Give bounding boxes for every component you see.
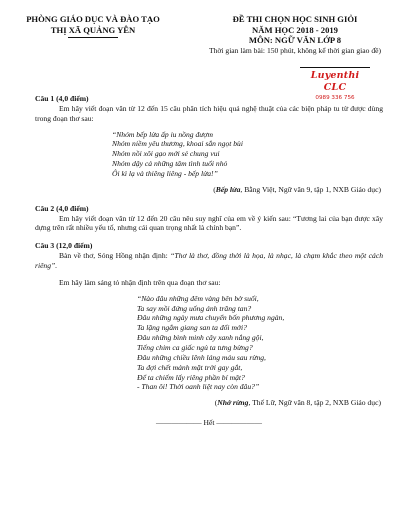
question-3-poem bbox=[137, 294, 383, 393]
town-name: THỊ XÃ QUẢNG YÊN bbox=[50, 24, 136, 35]
question-1-poem bbox=[112, 130, 383, 179]
citation-source: , Bằng Việt, Ngữ văn 9, tập 1, NXB Giáo dục) bbox=[240, 184, 381, 194]
logo-brand: Luyenthi CLC bbox=[300, 67, 370, 95]
poem-line: “Nhóm bếp lửa ấp iu nồng đượm bbox=[112, 129, 213, 139]
question-3-text: Em hãy làm sáng tỏ nhận định trên qua đoạn thơ sau: bbox=[59, 277, 221, 287]
citation-title: Bếp lửa bbox=[215, 184, 241, 194]
citation-source: , Thế Lữ, Ngữ văn 8, tập 2, NXB Giáo dục) bbox=[248, 398, 381, 408]
header-underline bbox=[68, 37, 118, 38]
question-3-intro-text: Bàn về thơ, Sóng Hồng nhận định: bbox=[59, 251, 168, 261]
question-1-heading: Câu 1 (4,0 điểm) bbox=[35, 94, 89, 103]
poem-line: Ta lặng ngắm giang san ta đổi mới? bbox=[137, 323, 247, 333]
question-1-citation: (Bếp lửa, Bằng Việt, Ngữ văn 9, tập 1, NXB Giáo dục) bbox=[213, 184, 381, 194]
exam-body bbox=[35, 94, 383, 428]
department-header bbox=[18, 14, 168, 38]
poem-line: Tiếng chim ca giấc ngủ ta tưng bừng? bbox=[137, 343, 253, 353]
poem-line: Để ta chiếm lấy riêng phần bí mật? bbox=[137, 372, 245, 382]
poem-line: Ôi kì lạ và thiêng liêng - bếp lửa!” bbox=[112, 169, 218, 179]
poem-line: Nhóm dậy cả những tâm tình tuổi nhỏ bbox=[112, 159, 228, 169]
department-name: PHÒNG GIÁO DỤC VÀ ĐÀO TẠO bbox=[26, 14, 160, 24]
poem-line: - Than ôi! Thời oanh liệt nay còn đâu?” bbox=[137, 382, 260, 392]
end-marker: —————— Hết —————— bbox=[156, 418, 262, 428]
poem-line: Nhóm niềm yêu thương, khoai sắn ngọt bùi bbox=[112, 139, 243, 149]
question-1-text: Em hãy viết đoạn văn từ 12 đến 15 câu phân tích hiệu quả nghệ thuật của các biện pháp tu từ được dùng trong đoạn thơ sau: bbox=[35, 103, 383, 123]
question-3-intro bbox=[35, 251, 383, 271]
poem-line: Ta say mồi đứng uống ánh trăng tan? bbox=[137, 303, 252, 313]
poem-line: “Nào đâu những đêm vàng bên bờ suối, bbox=[137, 293, 259, 303]
poem-line: Đâu những ngày mưa chuyển bốn phương ngàn, bbox=[137, 313, 285, 323]
question-2-text: Em hãy viết đoạn văn từ 12 đến 20 câu nêu suy nghĩ của em về ý kiến sau: “Tương lai của bạn được xây dựng trên rất nhiều yếu tố, nhưng cái quan trọng nhất là chính bạn”. bbox=[35, 213, 383, 233]
question-3-heading: Câu 3 (12,0 điểm) bbox=[35, 241, 93, 251]
exam-header bbox=[205, 14, 385, 56]
subject: MÔN: NGỮ VĂN LỚP 8 bbox=[248, 35, 342, 46]
citation-title: Nhớ rừng bbox=[217, 398, 249, 408]
poem-line: Đâu những chiều lênh láng máu sau rừng, bbox=[137, 352, 266, 362]
poem-line: Ta đợi chết mảnh mặt trời gay gắt, bbox=[137, 362, 243, 372]
poem-line: Nhóm nồi xôi gạo mới sẻ chung vui bbox=[112, 149, 220, 159]
logo-phone: 0989 336 756 bbox=[315, 94, 355, 101]
school-year: NĂM HỌC 2018 - 2019 bbox=[252, 24, 338, 35]
poem-line: Đâu những bình minh cây xanh nắng gội, bbox=[137, 333, 264, 343]
question-3-citation: (Nhớ rừng, Thế Lữ, Ngữ văn 8, tập 2, NXB Giáo dục) bbox=[214, 398, 381, 408]
time-allowed: Thời gian làm bài: 150 phút, không kể thời gian giao đề) bbox=[208, 46, 382, 56]
question-2-heading: Câu 2 (4,0 điểm) bbox=[35, 203, 89, 213]
exam-title: ĐỀ THI CHỌN HỌC SINH GIỎI bbox=[232, 14, 358, 24]
question-3-quote: “Thơ là thơ, đồng thời là họa, là nhạc, là chạm khắc theo một cách riêng”. bbox=[35, 251, 383, 271]
